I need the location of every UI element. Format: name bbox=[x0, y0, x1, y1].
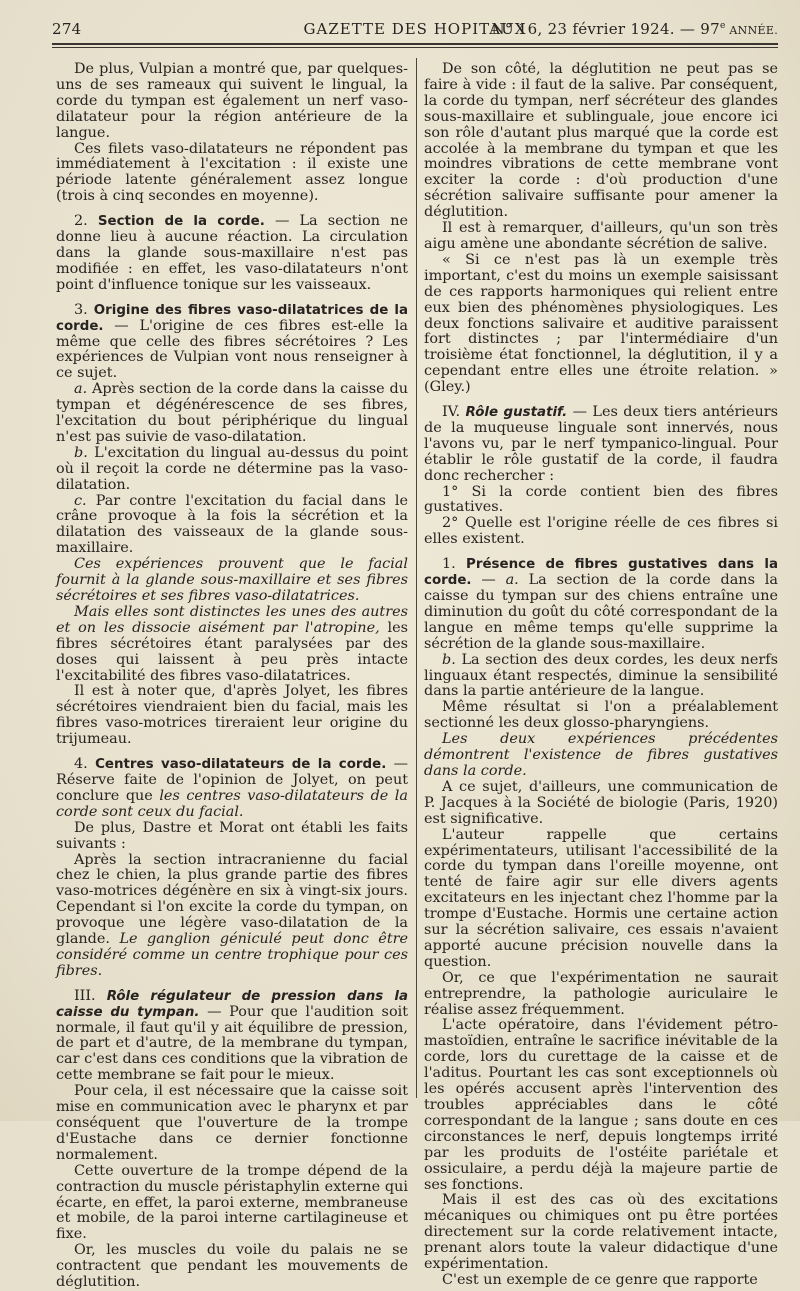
paragraph: L'auteur rappelle que certains expérimentateurs, utilisant l'accessibilité de la corde du tympan dans l'oreille moyenne, ont tenté de faire agir sur elle divers agents excitateurs en les injectant chez l'homme par la trompe d'Eustache. Hormis une certaine action sur la sécrétion salivaire, ces essais n'avaient apporté aucune précision nouvelle dans la question. bbox=[424, 826, 778, 970]
right-column bbox=[424, 62, 778, 1289]
section-1: 1. Présence de fibres gustatives dans la corde. — a. La section de la corde dans la caisse du tympan sur des chiens entraîne une diminution du goût du côté correspondant de la langue en même temps qu'elle supprime la sécrétion de la glande sous-maxillaire. bbox=[424, 556, 779, 652]
item-c: c. Par contre l'excitation du facial dans le crâne provoque à la fois la sécrétion et la dilatation des vaisseaux de la glande sous-maxillaire. bbox=[56, 492, 408, 557]
section-4: 4. Centres vaso-dilatateurs de la corde. — Réserve faite de l'opinion de Jolyet, on peut conclure que les centres vaso-dilatateurs de la corde sont ceux du facial. bbox=[56, 756, 409, 820]
paragraph: Or, les muscles du voile du palais ne se contractent que pendant les mouvements de déglutition. bbox=[56, 1242, 408, 1291]
left-column bbox=[56, 62, 408, 1291]
paragraph: Même résultat si l'on a préalablement sectionné les deux glosso-pharyngiens. bbox=[424, 699, 778, 732]
section-heading: Centres vaso-dilatateurs de la corde. bbox=[95, 757, 387, 773]
conclusion-italic: Ces expériences prouvent que le facial fournit à la glande sous-maxillaire et ses fibres sécrétoires et ses fibres vaso-dilatatrices. bbox=[56, 556, 408, 604]
paragraph: Cette ouverture de la trompe dépend de la contraction du muscle péristaphylin externe qui écarte, en effet, la paroi externe, membraneuse et mobile, de la paroi interne cartilagineuse et fixe. bbox=[56, 1162, 408, 1243]
paragraph: A ce sujet, d'ailleurs, une communication de P. Jacques à la Société de biologie (Paris, 1920) est significative. bbox=[424, 778, 778, 827]
paragraph: Il est à noter que, d'après Jolyet, les fibres sécrétoires viendraient bien du facial, mais les fibres vaso-motrices tireraient leur origine du trijumeau. bbox=[56, 683, 408, 748]
section-heading: Présence de fibres gustatives dans la corde. bbox=[424, 557, 779, 589]
section-heading: Section de la corde. bbox=[97, 214, 265, 230]
paragraph: Ces filets vaso-dilatateurs ne répondent pas immédiatement à l'excitation : il existe une période latente généralement assez longue (trois à cinq secondes en moyenne). bbox=[56, 140, 408, 205]
paragraph: Mais elles sont distinctes les unes des autres et on les dissocie aisément par l'atropine, les fibres sécrétoires étant paralysées par des doses qui laissent à peu près intacte l'excitabilité des fibres vaso-dilatatrices. bbox=[56, 603, 408, 684]
section-iv: IV. Rôle gustatif. — Les deux tiers antérieurs de la muqueuse linguale sont innervés, nous l'avons vu, par le nerf tympanico-lingual. Pour établir le rôle gustatif de la corde, il faudra donc rechercher : bbox=[424, 404, 779, 484]
journal-title: GAZETTE DES HOPITAUX bbox=[303, 20, 527, 38]
issue-info: N° 16, 23 février 1924. — 97e ANNÉE. bbox=[491, 20, 778, 38]
item-b: b. L'excitation du lingual au-dessus du point où il reçoit la corde ne détermine pas la vaso-dilatation. bbox=[56, 444, 408, 493]
question-2: 2° Quelle est l'origine réelle de ces fibres si elles existent. bbox=[424, 515, 778, 548]
paragraph: Après la section intracranienne du facial chez le chien, la plus grande partie des fibres vaso-motrices dégénère en six à vingt-six jours. Cependant si l'on excite la corde du tympan, on provoque une légère vaso-dilatation de la glande. Le ganglion géniculé peut donc être considéré comme un centre trophique pour ces fibres. bbox=[56, 851, 408, 979]
question-1: 1° Si la corde contient bien des fibres gustatives. bbox=[424, 483, 778, 516]
section-3: 3. Origine des fibres vaso-dilatatrices de la corde. — L'origine de ces fibres est-elle la même que celle des fibres sécrétoires ? Les expériences de Vulpian vont nous renseigner à ce sujet. bbox=[56, 301, 409, 382]
page-number: 274 bbox=[52, 20, 82, 38]
running-header bbox=[52, 20, 778, 42]
item-a: a. Après section de la corde dans la caisse du tympan et dégénérescence de ses fibres, l'excitation du bout périphérique du lingual n'est pas suivie de vaso-dilatation. bbox=[56, 381, 408, 445]
paragraph: Mais il est des cas où des excitations mécaniques ou chimiques ont pu être portées directement sur la corde relativement intacte, prenant alors toute la valeur didactique d'une expérimentation. bbox=[424, 1192, 778, 1273]
paragraph: De plus, Dastre et Morat ont établi les faits suivants : bbox=[56, 819, 408, 852]
section-heading: Rôle gustatif. bbox=[465, 405, 568, 421]
paragraph: De plus, Vulpian a montré que, par quelques-uns de ses rameaux qui suivent le lingual, la corde du tympan est également un nerf vaso-dilatateur pour la région antérieure de la langue. bbox=[56, 61, 408, 141]
column-divider bbox=[416, 58, 417, 1098]
header-rule-thin bbox=[52, 47, 778, 48]
section-heading: Rôle régulateur de pression dans la caisse du tympan. bbox=[56, 988, 409, 1020]
section-2: 2. Section de la corde. — La section ne donne lieu à aucune réaction. La circulation dans la glande sous-maxillaire n'est pas modifiée : en effet, les vaso-dilatateurs n'ont point d'influence tonique sur les vaisseaux. bbox=[56, 213, 408, 293]
paragraph: Or, ce que l'expérimentation ne saurait entreprendre, la pathologie auriculaire le réalise assez fréquemment. bbox=[424, 969, 778, 1018]
header-rule-thick bbox=[52, 43, 778, 45]
paragraph: L'acte opératoire, dans l'évidement pétro-mastoïdien, entraîne le sacrifice inévitable de la corde, lors du curettage de la caisse et de l'aditus. Pourtant les cas sont exceptionnels où les opérés accusent après l'intervention des troubles appréciables dans le côté correspondant de la langue ; sans doute en ces circonstances le nerf, depuis longtemps irrité par les produits de l'ostéite pariétale et ossiculaire, a perdu déjà la majeure partie de ses fonctions. bbox=[424, 1017, 778, 1193]
item-b: b. La section des deux cordes, les deux nerfs linguaux étant respectés, diminue la sensibilité dans la partie antérieure de la langue. bbox=[424, 651, 778, 700]
conclusion-italic: Les deux expériences précédentes démontrent l'existence de fibres gustatives dans la corde. bbox=[424, 731, 778, 779]
section-iii: III. Rôle régulateur de pression dans la caisse du tympan. — Pour que l'audition soit normale, il faut qu'il y ait équilibre de pression, de part et d'autre, de la membrane du tympan, car c'est dans ces conditions que la vibration de cette membrane se fait pour le mieux. bbox=[56, 987, 409, 1084]
quotation: « Si ce n'est pas là un exemple très important, c'est du moins un exemple saisissant de ces rapports harmoniques qui relient entre eux bien des phénomènes physiologiques. Les deux fonctions salivaire et auditive paraissent fort distinctes ; par l'intermédiaire d'un troisième état fonctionnel, la déglutition, il y a cependant entre elles une étroite relation. » (Gley.) bbox=[424, 251, 778, 396]
paragraph: C'est un exemple de ce genre que rapporte bbox=[442, 1271, 758, 1288]
paragraph: Pour cela, il est nécessaire que la caisse soit mise en communication avec le pharynx et par conséquent que l'ouverture de la trompe d'Eustache dans ce dernier fonctionne normalement. bbox=[56, 1083, 408, 1163]
paragraph: De son côté, la déglutition ne peut pas se faire à vide : il faut de la salive. Par conséquent, la corde du tympan, nerf sécréteur des glandes sous-maxillaire et sublinguale, joue encore ici son rôle d'autant plus marqué que la corde est accolée à la membrane du tympan et que les moindres vibrations de cette membrane vont exciter la corde : d'où production d'une sécrétion salivaire suffisante pour amener la déglutition. bbox=[424, 61, 778, 221]
section-heading: Origine des fibres vaso-dilatatrices de la corde. bbox=[56, 302, 409, 334]
paragraph: Il est à remarquer, d'ailleurs, qu'un son très aigu amène une abondante sécrétion de salive. bbox=[424, 220, 778, 252]
